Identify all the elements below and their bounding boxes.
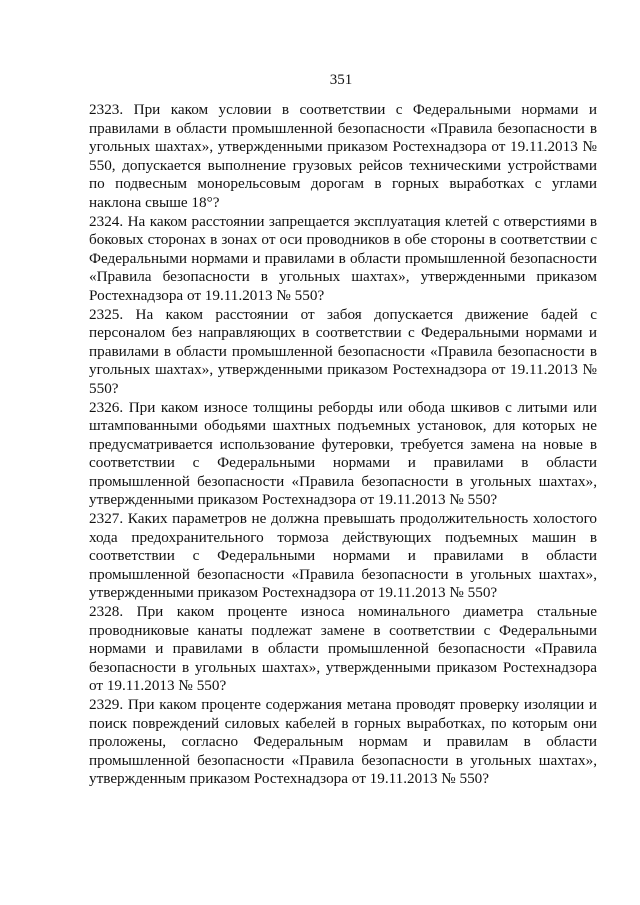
question-text: На каком расстоянии запрещается эксплуатация клетей с отверстиями в боковых сторонах в зонах от оси проводников в обе стороны в соответствии с Федеральными нормами и правилами в области промышленной безопасности «Правила безопасности в угольных шахтах», утвержденными приказом Ростехнадзора от 19.11.2013 № 550? bbox=[89, 212, 597, 304]
question-item bbox=[89, 306, 597, 399]
question-item bbox=[89, 399, 597, 511]
question-number: 2329. bbox=[89, 696, 124, 713]
question-number: 2323. bbox=[89, 101, 124, 118]
question-text: При каком износе толщины реборды или обода шкивов с литыми или штампованными ободьями шахтных подъемных установок, для которых не предусматривается использование футеровки, требуется замена на новые в соответствии с Федеральными нормами и правилами в области промышленной безопасности «Правила безопасности в угольных шахтах», утвержденными приказом Ростехнадзора от 19.11.2013 № 550? bbox=[89, 398, 597, 509]
question-text: Каких параметров не должна превышать продолжительность холостого хода предохранительного тормоза действующих подъемных машин в соответствии с Федеральными нормами и правилами в области промышленной безопасности «Правила безопасности в угольных шахтах», утвержденными приказом Ростехнадзора от 19.11.2013 № 550? bbox=[89, 510, 598, 602]
question-number: 2325. bbox=[89, 305, 124, 323]
page-number: 351 bbox=[329, 72, 353, 88]
question-item bbox=[89, 603, 597, 696]
question-item bbox=[89, 696, 597, 789]
question-item bbox=[89, 101, 597, 213]
question-text: При каком проценте износа номинального диаметра стальные проводниковые канаты подлежат замене в соответствии с Федеральными нормами и правилами в области промышленной безопасности «Правила безопасности в угольных шахтах», утвержденными приказом Ростехнадзора от 19.11.2013 № 550? bbox=[89, 603, 597, 695]
question-text: При каком условии в соответствии с Федеральными нормами и правилами в области промышленной безопасности «Правила безопасности в угольных шахтах», утвержденными приказом Ростехнадзора от 19.11.2013 № 550, допускается выполнение грузовых рейсов техническими устройствами по подвесным монорельсовым дорогам в горных выработках с углами наклона свыше 18°? bbox=[89, 101, 598, 211]
question-number: 2328. bbox=[89, 603, 124, 621]
question-number: 2324. bbox=[89, 212, 124, 230]
question-text: На каком расстоянии от забоя допускается движение бадей с персоналом без направляющих в соответствии с Федеральными нормами и правилами в области промышленной безопасности «Правила безопасности в угольных шахтах», утвержденными приказом Ростехнадзора от 19.11.2013 № 550? bbox=[89, 305, 597, 397]
question-item bbox=[89, 510, 597, 603]
question-text: При каком проценте содержания метана проводят проверку изоляции и поиск повреждений силовых кабелей в горных выработках, по которым они проложены, согласно Федеральным нормам и правилам в области промышленной безопасности «Правила безопасности в угольных шахтах», утвержденным приказом Ростехнадзора от 19.11.2013 № 550? bbox=[89, 696, 597, 788]
question-number: 2326. bbox=[89, 398, 124, 416]
questions-list bbox=[89, 101, 597, 789]
question-item bbox=[89, 213, 597, 306]
question-number: 2327. bbox=[89, 510, 124, 528]
